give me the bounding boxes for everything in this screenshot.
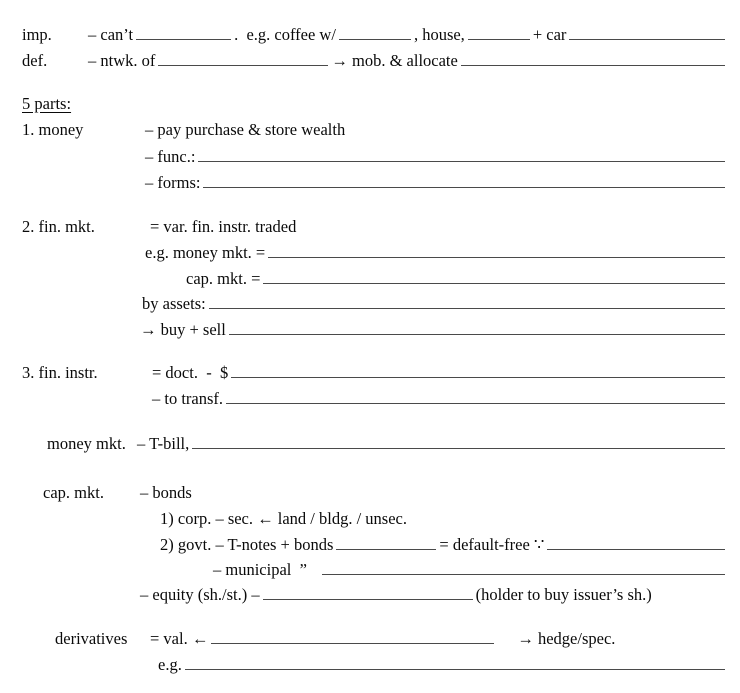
derivatives-example-text-segment: e.g. (158, 655, 182, 674)
fin-mkt-buy-sell-text-segment: → buy + sell (140, 320, 226, 339)
fin-mkt-cap-mkt-content (186, 269, 728, 289)
fin-instr-doct-label: 3. fin. instr. (22, 363, 98, 382)
bonds-govt-blank-line (336, 536, 436, 550)
derivatives-example-content (158, 655, 728, 675)
money-intro-label: 1. money (22, 120, 84, 139)
fin-mkt-cap-mkt-text-segment: cap. mkt. = (186, 269, 261, 288)
derivatives-blank-line (211, 630, 494, 644)
five-parts-heading-text-segment: 5 parts: (22, 94, 72, 113)
line-bonds-corp (0, 509, 728, 531)
definition-label: def. (22, 51, 48, 70)
money-mkt-tbill-content (137, 434, 728, 454)
derivatives-example-blank-line (185, 656, 725, 670)
bonds-govt-content (160, 535, 728, 555)
line-fin-mkt-money-mkt (0, 243, 728, 265)
line-money-forms (0, 173, 728, 195)
importance-text-segment: . e.g. coffee w/ (234, 25, 336, 44)
importance-text-segment: , house, (413, 25, 465, 44)
line-fin-mkt-buy-sell (0, 320, 728, 342)
bonds-municipal-content (213, 560, 728, 580)
definition-content (88, 51, 728, 71)
importance-text-segment: + car (532, 25, 567, 44)
equity-blank-line (263, 586, 473, 600)
fin-mkt-by-assets-blank-line (209, 295, 725, 309)
money-intro-content (145, 120, 728, 140)
fin-instr-doct-text-segment: = doct. - $ (152, 363, 229, 382)
line-cap-mkt-bonds (0, 483, 728, 505)
line-derivatives-example (0, 655, 728, 677)
line-importance (0, 25, 728, 47)
fin-instr-doct-blank-line (231, 364, 725, 378)
derivatives-text-segment: = val. ← (150, 629, 209, 648)
line-fin-mkt-intro (0, 217, 728, 239)
importance-blank-line (468, 26, 530, 40)
money-mkt-tbill-text-segment: – T-bill, (137, 434, 190, 453)
fin-instr-transf-text-segment: – to transf. (152, 389, 224, 408)
money-forms-blank-line (203, 174, 725, 188)
line-derivatives (0, 629, 728, 651)
importance-blank-line (569, 26, 725, 40)
fin-mkt-intro-text-segment: = var. fin. instr. traded (150, 217, 297, 236)
equity-content (140, 585, 728, 605)
line-money-mkt-tbill (0, 434, 728, 456)
fin-mkt-intro-content (150, 217, 728, 237)
line-fin-mkt-cap-mkt (0, 269, 728, 291)
equity-text-segment: – equity (sh./st.) – (140, 585, 260, 604)
money-mkt-tbill-blank-line (192, 435, 725, 449)
fin-mkt-money-mkt-blank-line (268, 244, 725, 258)
line-fin-instr-doct (0, 363, 728, 385)
importance-label: imp. (22, 25, 52, 44)
bonds-corp-text-segment: 1) corp. – sec. ← land / bldg. / unsec. (160, 509, 407, 528)
five-parts-heading-content (22, 94, 728, 114)
money-forms-content (145, 173, 728, 193)
money-forms-text-segment: – forms: (145, 173, 201, 192)
derivatives-text-segment: → hedge/spec. (517, 629, 616, 648)
definition-text-segment: → mob. & allocate (331, 51, 458, 70)
money-func-content (145, 147, 728, 167)
fin-mkt-buy-sell-blank-line (229, 321, 725, 335)
bonds-govt-text-segment: = default-free ∵ (439, 535, 545, 554)
cap-mkt-bonds-text-segment: – bonds (140, 483, 192, 502)
bonds-municipal-blank-line (322, 561, 725, 575)
definition-blank-line (158, 52, 328, 66)
fin-mkt-cap-mkt-blank-line (263, 270, 725, 284)
line-definition (0, 51, 728, 73)
fin-mkt-buy-sell-content (140, 320, 728, 340)
money-mkt-tbill-label: money mkt. (47, 434, 126, 453)
fin-mkt-by-assets-text-segment: by assets: (142, 294, 206, 313)
line-fin-instr-transf (0, 389, 728, 411)
fin-mkt-money-mkt-text-segment: e.g. money mkt. = (145, 243, 266, 262)
fin-mkt-by-assets-content (142, 294, 728, 314)
importance-content (88, 25, 728, 45)
line-equity (0, 585, 728, 607)
derivatives-label: derivatives (55, 629, 128, 648)
importance-blank-line (339, 26, 411, 40)
importance-text-segment: – can’t (88, 25, 134, 44)
cap-mkt-bonds-label: cap. mkt. (43, 483, 104, 502)
line-fin-mkt-by-assets (0, 294, 728, 316)
importance-blank-line (136, 26, 231, 40)
cap-mkt-bonds-content (140, 483, 728, 503)
fin-mkt-intro-label: 2. fin. mkt. (22, 217, 95, 236)
line-five-parts-heading (0, 94, 728, 116)
equity-text-segment: (holder to buy issuer’s sh.) (475, 585, 652, 604)
fin-mkt-money-mkt-content (145, 243, 728, 263)
money-func-text-segment: – func.: (145, 147, 196, 166)
line-bonds-govt (0, 535, 728, 557)
line-bonds-municipal (0, 560, 728, 582)
fin-instr-transf-blank-line (226, 390, 725, 404)
line-money-intro (0, 120, 728, 142)
bonds-corp-content (160, 509, 728, 529)
definition-text-segment: – ntwk. of (88, 51, 156, 70)
money-intro-text-segment: – pay purchase & store wealth (145, 120, 346, 139)
derivatives-content (150, 629, 728, 649)
fin-instr-doct-content (152, 363, 728, 383)
bonds-govt-blank-line (547, 536, 725, 550)
money-func-blank-line (198, 148, 725, 162)
definition-blank-line (461, 52, 725, 66)
line-money-func (0, 147, 728, 169)
fin-instr-transf-content (152, 389, 728, 409)
bonds-govt-text-segment: 2) govt. – T-notes + bonds (160, 535, 334, 554)
bonds-municipal-text-segment: – municipal ” (213, 560, 307, 579)
